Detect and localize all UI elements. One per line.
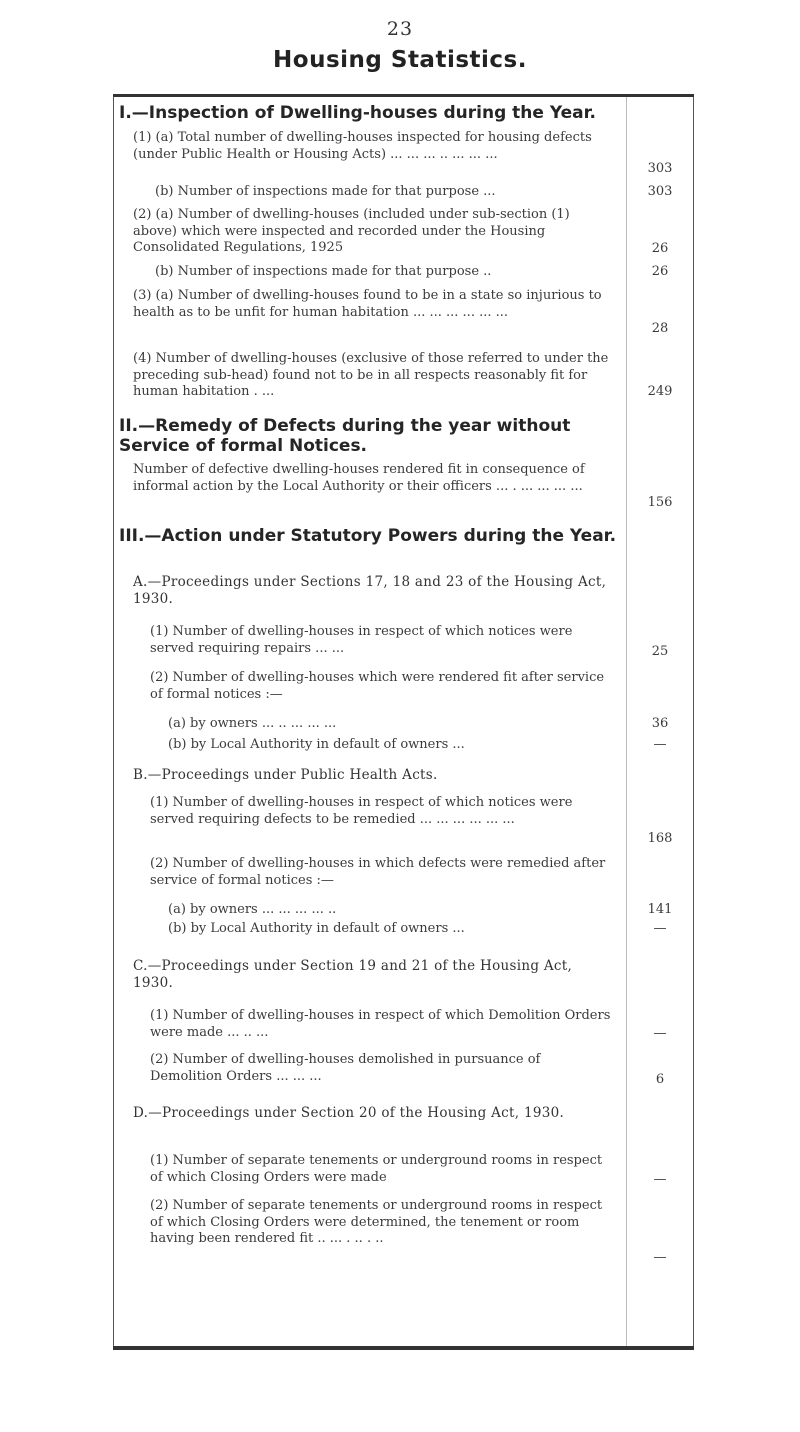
item-2b-text: (b) Number of inspections made for that purpose .. (155, 264, 492, 279)
item-b2a-value: 141 (647, 902, 673, 917)
item-3a-text: (3) (a) Number of dwelling-houses found to be in a state so injurious to health as to be unfit for human habitation ... ... ... ... ... ... (133, 288, 602, 320)
subsection-b-heading: B.—Proceedings under Public Health Acts. (133, 767, 438, 783)
item-d1-value: — (653, 1172, 667, 1187)
item-b2-text: (2) Number of dwelling-houses in which defects were remedied after service of formal notices :— (150, 856, 606, 888)
item-2b-value: 26 (651, 264, 669, 279)
item-c2-text: (2) Number of dwelling-houses demolished in pursuance of Demolition Orders ... ... ... (150, 1052, 541, 1084)
item-1a-value: 303 (647, 161, 673, 176)
subsection-a-heading: A.—Proceedings under Sections 17, 18 and 23 of the Housing Act, 1930. (133, 574, 607, 607)
item-d1-text: (1) Number of separate tenements or underground rooms in respect of which Closing Orders were made (150, 1153, 603, 1185)
subsection-d-heading: D.—Proceedings under Section 20 of the Housing Act, 1930. (133, 1105, 565, 1121)
item-a2a-text: (a) by owners ... .. ... ... ... (168, 716, 337, 731)
item-1b-value: 303 (647, 184, 673, 199)
section-3-heading: III.—Action under Statutory Powers during the Year. (119, 526, 617, 546)
item-a2b-text: (b) by Local Authority in default of owners ... (168, 737, 465, 752)
item-c2-value: 6 (655, 1072, 665, 1087)
item-d2-value: — (653, 1250, 667, 1265)
page-title: Housing Statistics. (273, 47, 527, 73)
subsection-c-heading: C.—Proceedings under Section 19 and 21 of the Housing Act, 1930. (133, 958, 573, 991)
item-4-text: (4) Number of dwelling-houses (exclusive of those referred to under the preceding sub-head) found not to be in all respects reasonably fit for human habitation . ... (133, 351, 609, 399)
item-1a-text: (1) (a) Total number of dwelling-houses inspected for housing defects (under Public Health or Housing Acts) ... ... ... .. ... ... ... (133, 130, 592, 162)
section-2-heading: II.—Remedy of Defects during the year without Service of formal Notices. (119, 416, 571, 456)
item-1b-text: (b) Number of inspections made for that purpose ... (155, 184, 496, 199)
item-a1-text: (1) Number of dwelling-houses in respect of which notices were served requiring repairs ... ... (150, 624, 573, 656)
section-2-value: 156 (647, 495, 673, 510)
item-2a-value: 26 (651, 241, 669, 256)
item-c1-text: (1) Number of dwelling-houses in respect of which Demolition Orders were made ... .. ... (150, 1008, 611, 1040)
item-a1-value: 25 (651, 644, 669, 659)
item-3a-value: 28 (651, 321, 669, 336)
item-d2-text: (2) Number of separate tenements or underground rooms in respect of which Closing Orders were determined, the tenement or room having been rendered fit .. ... . .. . .. (150, 1198, 603, 1246)
value-column-divider (626, 97, 627, 1346)
item-4-value: 249 (647, 384, 673, 399)
item-a2-text: (2) Number of dwelling-houses which were rendered fit after service of formal notices :— (150, 670, 605, 702)
item-b2b-text: (b) by Local Authority in default of owners ... (168, 921, 465, 936)
item-c1-value: — (653, 1026, 667, 1041)
frame-top-rule (113, 94, 694, 97)
section-2-text: Number of defective dwelling-houses rendered fit in consequence of informal action by the Local Authority or their officers ... . ... ... ... ... (133, 462, 585, 494)
item-b2b-value: — (653, 921, 667, 936)
item-b2a-text: (a) by owners ... ... ... ... .. (168, 902, 337, 917)
page-number: 23 (386, 18, 414, 40)
item-a2a-value: 36 (651, 716, 669, 731)
item-2a-text: (2) (a) Number of dwelling-houses (included under sub-section (1) above) which were inspected and recorded under the Housing Consolidated Regulations, 1925 (133, 207, 570, 255)
item-b1-text: (1) Number of dwelling-houses in respect of which notices were served requiring defects to be remedied ... ... ... ... ... ... (150, 795, 573, 827)
section-1-heading: I.—Inspection of Dwelling-houses during the Year. (119, 103, 596, 123)
frame-bottom-rule (113, 1346, 694, 1350)
item-a2b-value: — (653, 737, 667, 752)
item-b1-value: 168 (647, 831, 673, 846)
